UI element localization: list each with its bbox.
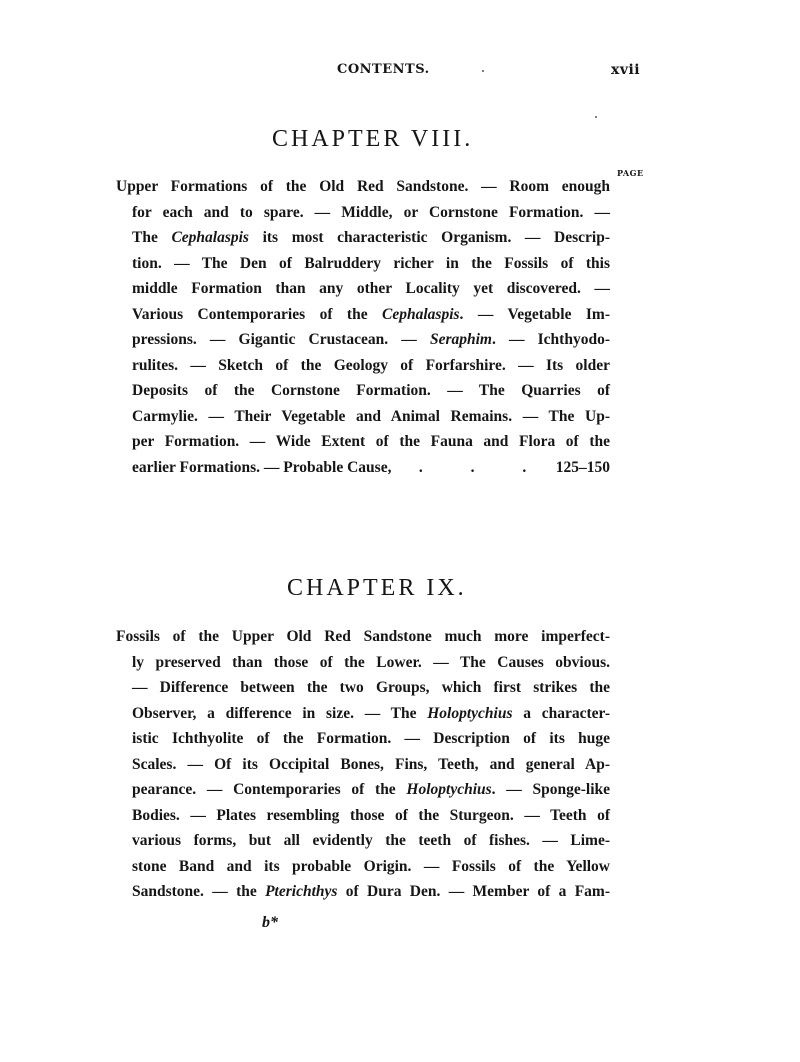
running-head-title: CONTENTS. [337,62,430,77]
dot-leaders: . . . [418,458,549,476]
chapter-9-summary [116,624,610,905]
summary-line: Sandstone. — the Pterichthys of Dura Den. — Member of a Fam- [132,883,610,900]
summary-line: stone Band and its probable Origin. — Fossils of the Yellow [132,857,610,875]
speck [482,70,484,72]
page-range: 125–150 [555,458,610,476]
summary-line: ly preserved than those of the Lower. — The Causes obvious. [132,653,610,671]
summary-line: Fossils of the Upper Old Red Sandstone much more imperfect- [116,628,610,645]
summary-line: Observer, a difference in size. — The Holoptychius a character- [132,704,610,722]
summary-line: Carmylie. — Their Vegetable and Animal Remains. — The Up- [132,407,610,425]
chapter-8-title: CHAPTER VIII. [272,126,474,152]
summary-line: earlier Formations. — Probable Cause, [132,458,392,476]
summary-line: — Difference between the two Groups, which first strikes the [132,679,610,696]
summary-line: Bodies. — Plates resembling those of the Sturgeon. — Teeth of [132,806,610,824]
summary-line: various forms, but all evidently the teeth of fishes. — Lime- [132,832,610,849]
summary-line: istic Ichthyolite of the Formation. — Description of its huge [132,730,610,747]
summary-line: tion. — The Den of Balruddery richer in the Fossils of this [132,254,610,272]
page-column-label: PAGE [617,168,644,178]
summary-line: for each and to spare. — Middle, or Cornstone Formation. — [132,203,610,221]
summary-line: Upper Formations of the Old Red Sandstone. — Room enough [116,178,610,195]
summary-line: The Cephalaspis its most characteristic Organism. — Descrip- [132,229,610,246]
signature-mark: b* [262,914,278,931]
summary-line: Scales. — Of its Occipital Bones, Fins, Teeth, and general Ap- [132,755,610,773]
summary-line: middle Formation than any other Locality yet discovered. — [132,280,610,297]
chapter-9-title: CHAPTER IX. [287,575,467,601]
summary-line: rulites. — Sketch of the Geology of Forfarshire. — Its older [132,356,610,374]
chapter-8-summary [116,174,610,480]
summary-line: Deposits of the Cornstone Formation. — The Quarries of [132,382,610,399]
summary-line: per Formation. — Wide Extent of the Fauna and Flora of the [132,433,610,450]
running-head-page-number: xvii [611,62,641,78]
summary-line: pressions. — Gigantic Crustacean. — Seraphim. — Ichthyodo- [132,331,610,348]
summary-last-line [132,455,610,481]
speck [595,116,597,118]
summary-line: pearance. — Contemporaries of the Holoptychius. — Sponge-like [132,781,610,798]
summary-line: Various Contemporaries of the Cephalaspis. — Vegetable Im- [132,305,611,323]
